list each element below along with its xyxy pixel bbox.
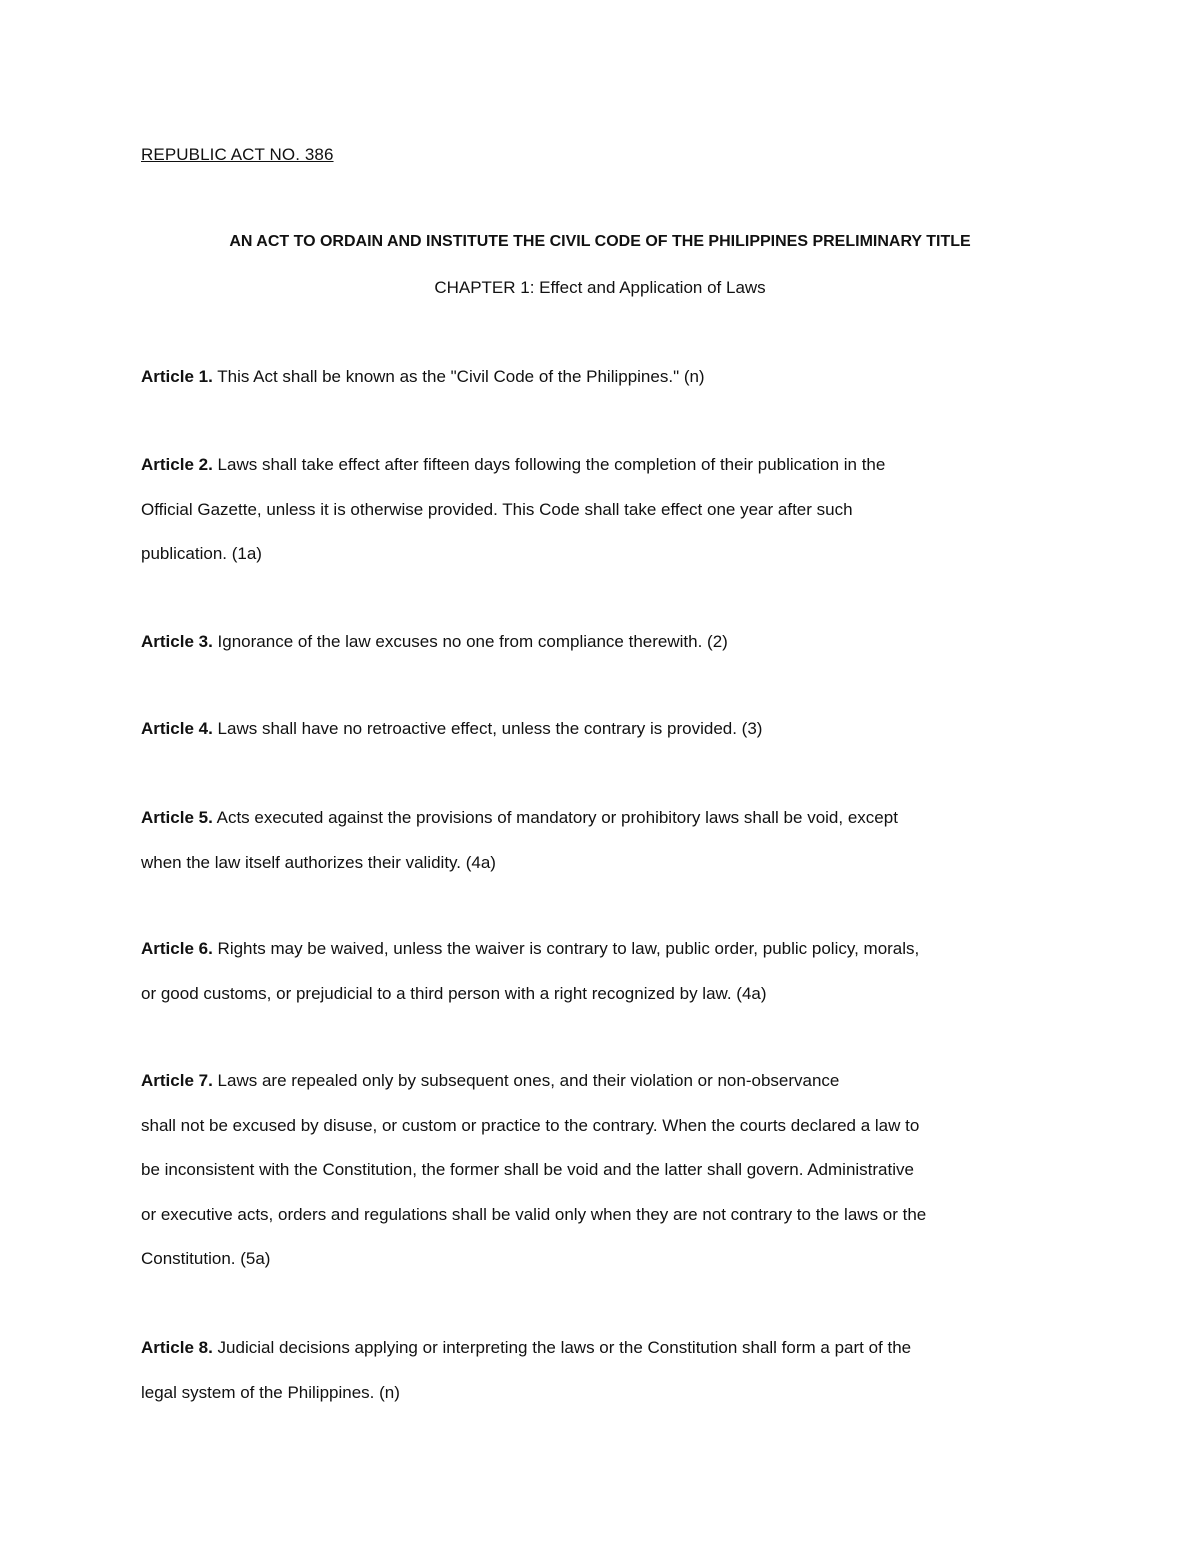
article-text: Laws are repealed only by subsequent ones, and their violation or non-observance [217,1071,840,1090]
article-label: Article 8. [141,1338,213,1357]
article-text: Laws shall have no retroactive effect, unless the contrary is provided. (3) [217,719,763,738]
article-1 [141,355,1066,400]
article-label: Article 7. [141,1071,213,1090]
article-line [141,796,1066,841]
article-7 [141,1059,1066,1282]
act-number: REPUBLIC ACT NO. 386 [141,145,334,164]
article-line: when the law itself authorizes their validity. (4a) [141,852,496,872]
article-line [141,355,1066,400]
article-label: Article 2. [141,455,213,474]
article-line [141,1059,1066,1104]
article-line: or executive acts, orders and regulations shall be valid only when they are not contrary to the laws or the [141,1204,927,1224]
article-label: Article 6. [141,939,213,958]
article-line: legal system of the Philippines. (n) [141,1382,400,1402]
article-text: Ignorance of the law excuses no one from compliance therewith. (2) [217,632,728,651]
article-line [141,707,1066,752]
article-label: Article 4. [141,719,213,738]
article-2 [141,443,1066,577]
article-label: Article 1. [141,367,213,386]
article-line: Constitution. (5a) [141,1249,271,1268]
article-8 [141,1326,1066,1415]
article-line [141,1326,1066,1371]
article-3 [141,620,1066,665]
article-label: Article 3. [141,632,213,651]
article-text: Acts executed against the provisions of mandatory or prohibitory laws shall be void, except [216,808,898,827]
article-text: Judicial decisions applying or interpreting the laws or the Constitution shall form a part of the [217,1338,912,1357]
article-line: be inconsistent with the Constitution, the former shall be void and the latter shall govern. Administrative [141,1160,914,1179]
article-line: Official Gazette, unless it is otherwise provided. This Code shall take effect one year after such [141,499,853,519]
article-4 [141,707,1066,752]
article-line: publication. (1a) [141,544,262,563]
article-line [141,927,1066,972]
article-line: shall not be excused by disuse, or custom or practice to the contrary. When the courts declared a law to [141,1115,920,1135]
article-5 [141,796,1066,885]
article-label: Article 5. [141,808,213,827]
chapter-heading: CHAPTER 1: Effect and Application of Laws [434,278,766,297]
article-line [141,620,1066,665]
document-title: AN ACT TO ORDAIN AND INSTITUTE THE CIVIL CODE OF THE PHILIPPINES PRELIMINARY TITLE [229,233,971,250]
article-6 [141,927,1066,1016]
article-text: This Act shall be known as the "Civil Code of the Philippines." (n) [217,367,705,386]
article-text: Rights may be waived, unless the waiver is contrary to law, public order, public policy, morals, [217,939,920,958]
article-line: or good customs, or prejudicial to a third person with a right recognized by law. (4a) [141,983,767,1003]
article-text: Laws shall take effect after fifteen days following the completion of their publication in the [217,455,886,474]
article-line [141,443,1066,488]
